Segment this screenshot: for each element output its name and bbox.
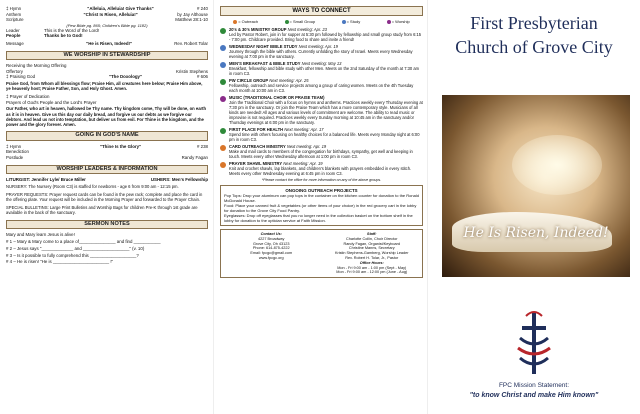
mission-statement-text: "to know Christ and make Him known" <box>469 392 599 399</box>
ongoing-outreach-box <box>220 185 423 226</box>
section-banner-stewardship: WE WORSHIP IN STEWARDSHIP <box>6 51 208 61</box>
legend-study: = Study <box>342 19 361 25</box>
church-name-line2: Church of Grove City <box>455 37 613 57</box>
sermon-note: # 3 – Is it possible to fully comprehend this ___________________? <box>6 252 139 258</box>
small-group-icon <box>220 79 226 85</box>
postlude-row: Postlude Randy Fagan <box>6 154 208 160</box>
pew-bible-note: (Pew Bible pg. 865; Children's Bible pg. 1182) <box>66 22 148 28</box>
offertory-row: Offertory Kristin Stephens <box>6 68 208 74</box>
benediction-row: Benediction <box>6 149 29 155</box>
ministry-item: PRAYER SHAWL MINISTRY Next meeting: Apr. 19 Knit and crochet shawls, lap blankets, and children's blankets with prayers embedded in every stitch. Meets every other Wednesday evening at 6:45 pm in room C3. <box>220 161 423 176</box>
ways-to-connect-column <box>214 0 428 414</box>
sermon-note: # 4 – He is risen! "He is _______________________ !" <box>6 259 114 265</box>
prayer-of-dedication: ‡ Prayer of Dedication <box>6 94 50 100</box>
closing-hymn-row: ‡ Hymn "Thine Is the Glory" # 238 <box>6 143 208 149</box>
legend-worship: = Worship <box>387 19 410 25</box>
presbyterian-seal-icon <box>516 308 552 378</box>
legend-outreach: = Outreach <box>233 19 258 25</box>
ministry-item: PW CIRCLE GROUP Next meeting: Apr. 25 Fellowship, outreach and service projects among a group of caring women. Meets on the 4th Tuesday each month at 10:00 am in C3. <box>220 78 423 93</box>
ways-to-connect-title: WAYS TO CONNECT <box>220 6 423 16</box>
worship-icon <box>220 96 226 102</box>
legend-small-group: = Small Group <box>285 19 316 25</box>
ministry-legend <box>220 19 423 25</box>
outreach-icon <box>220 145 226 151</box>
email-link[interactable]: Email: fpcgc@gmail.com <box>250 251 293 256</box>
sermon-note: # 2 – Jesus says "_____________ and ___________________" (v. 10) <box>6 245 145 251</box>
website-link[interactable]: www.fpcgc.org <box>258 255 284 260</box>
study-icon <box>220 62 226 68</box>
contact-office-note: *Please contact the office for more information on any of the above groups. <box>261 178 382 182</box>
contact-us: Contact Us: 4227 Broadway Grove City, Oh 43123 Phone: 614-875-4222 Email: fpcgc@gmail.com www.fpcgc.org <box>221 230 322 277</box>
ongoing-outreach-title: ONGOING OUTREACH PROJECTS <box>285 188 358 193</box>
contact-info-box <box>220 229 423 278</box>
ministry-item: 20's & 30's MINISTRY GROUP Next meeting: Apr. 23 Led by Pastor Robert, join in for supper at 5:30 pm followed by fellowship and small group study from 6:15 - 7:00 pm. Childcare provided. Bring food to share and invite a friend! <box>220 27 423 42</box>
prayers-intro: Prayers of God's People and the Lord's Prayer <box>6 99 97 105</box>
outreach-icon <box>220 162 226 168</box>
special-bulletins-info: SPECIAL BULLETINS: Large Print Bulletins and Worship Bags for children Pre-K through 1st grade are available in the back of the sanctuary. <box>6 205 198 216</box>
cover-column <box>428 0 640 414</box>
outreach-project: Pop Tops: Drop your aluminum can pop tops in the container on the kitchen counter for donation to the Ronald McDonald House. <box>224 193 419 203</box>
ministry-item: CARD OUTREACH MINISTRY Next meeting: Apr. 19 Make and mail cards to members of the congregation for birthdays, sympathy, get well and keeping in touch. Meets every other Wednesday afternoon at 1:00 pm in room C3. <box>220 144 423 159</box>
mission-statement-label: FPC Mission Statement: <box>498 382 570 389</box>
outreach-project: Food: Place your canned fruit & vegetables (or other items of your choice) in the red grocery cart in the lobby for donation to the Grove City Food Pantry. <box>224 203 417 213</box>
scripture-row: Scripture Matthew 28:1-10 <box>6 17 208 23</box>
ministry-item: WEDNESDAY NIGHT BIBLE STUDY Next meeting: Apr. 19 Journey through the bible with others. Currently unfolding the story of Israel. Meets every Wednesday evening at 7:00 pm in the sanctuary. <box>220 44 423 59</box>
outreach-project: Eyeglasses: Drop off eyeglasses that you no longer need in the collection basket on the bottom shelf in the lobby for donation to the optician service at Faith Mission. <box>224 213 413 223</box>
small-group-icon <box>220 128 226 134</box>
ministry-item: MEN'S BREAKFAST & BIBLE STUDY Next meeting: May 13 Breakfast, fellowship and bible study with other Men. Meets on the 2nd Saturday of the month at 7:30 am in room C3. <box>220 61 423 76</box>
worship-icon <box>387 20 391 24</box>
lords-prayer-text: Our Father, who art in heaven, hallowed be Thy name. Thy kingdom come, Thy will be done, on earth as it is in heaven. Give us this day our daily bread, and forgive us our debts as we forgive our debtors. And lead us not into temptation, but deliver us from evil. For Thine is the kingdom, and the power and the glory forever. Amen. <box>6 106 207 128</box>
doxology-row: ‡ Praising God "The Doxology" # 606 <box>6 74 208 80</box>
nursery-info: NURSERY: The Nursery (Room C3) is staffed for newborns - age 6 from 9:00 am - 12:15 pm. <box>6 183 179 189</box>
sermon-note: # 1 – Mary & Mary come to a place of_______________ and find ___________ <box>6 238 161 244</box>
sermon-intro: Mary and Mary learn Jesus is alive! <box>6 232 75 238</box>
offering-intro: Receiving the Morning Offering <box>6 63 67 69</box>
order-of-worship-column <box>0 0 214 414</box>
easter-tomb-image <box>442 95 630 277</box>
image-caption: He Is Risen, Indeed! <box>463 225 609 241</box>
prayer-requests-info: PRAYER REQUESTS: Prayer request cards can be found in the pew rack; complete and place the card in the offering plate. Your request will be included in the Morning Prayer and forwarded to the Prayer Chain. <box>6 191 203 203</box>
section-banner-going: GOING IN GOD'S NAME <box>6 131 208 141</box>
anthem-row: Anthem "Christ Is Risen, Alleluia!" by Jay Althouse <box>6 11 208 17</box>
small-group-icon <box>220 28 226 34</box>
ministry-item: FIRST PLACE FOR HEALTH Next meeting: Apr. 17 Spend time with others focusing on healthy choices for a balanced life. Meets every Monday night at 6:00 pm in room C3. <box>220 127 423 142</box>
liturgist-ushers-row: LITURGIST: Jennifer Lyle/ Bruce Miller USHERS: Men's Fellowship <box>6 177 208 183</box>
section-banner-sermon-notes: SERMON NOTES <box>6 220 208 230</box>
ministry-item: MUSIC (TRADITIONAL CHOIR OR PRAISE TEAM) Join the Traditional Choir with a focus on hymns and anthems. Practices weekly every Thursday evening at 7:30 pm in the sanctuary. Or join the Praise Team which has a more contemporary style. Musicians of all kinds are needed! All ages and various levels of commitment are welcome. The ability to read music or improvise is not required. Practices weekly every Sunday morning at 10:45 am in the sanctuary and/or Thursday evenings at 6:00 pm in the sanctuary. <box>220 95 423 125</box>
study-icon <box>342 20 346 24</box>
staff-list: Staff: Charlotte Collin, Choir Director Randy Fagan, Organist/Keyboard Christine Manns, Secretary Kristin Stephens-Gamberg, Worship Leader Rev. Robert H. Tolar, Jr., Pastor Office Hours: Mon - Fri 9:00 am - 1:00 pm (Sept - May) Mon - Fri 9:00 am - 12:00 pm (June - Aug) <box>334 232 409 275</box>
outreach-icon <box>233 20 237 24</box>
church-name-line1: First Presbyterian <box>470 13 598 33</box>
hymn-row: ‡ Hymn "Alleluia, Alleluia! Give Thanks" # 240 <box>6 6 208 11</box>
study-icon <box>220 45 226 51</box>
leader-row: Leader This is the Word of the Lord! <box>6 27 100 33</box>
small-group-icon <box>285 20 289 24</box>
people-row: People Thanks be to God! <box>6 33 83 39</box>
message-row: Message "He is Risen, Indeed!" Rev. Robert Tolar <box>6 40 208 46</box>
section-banner-leaders: WORSHIP LEADERS & INFORMATION <box>6 165 208 175</box>
doxology-text: Praise God, from Whom all blessings flow; Praise Him, all creatures here below; Praise Him above, ye heavenly host; Praise Father, Son, and Holy Ghost. Amen. <box>6 80 203 92</box>
